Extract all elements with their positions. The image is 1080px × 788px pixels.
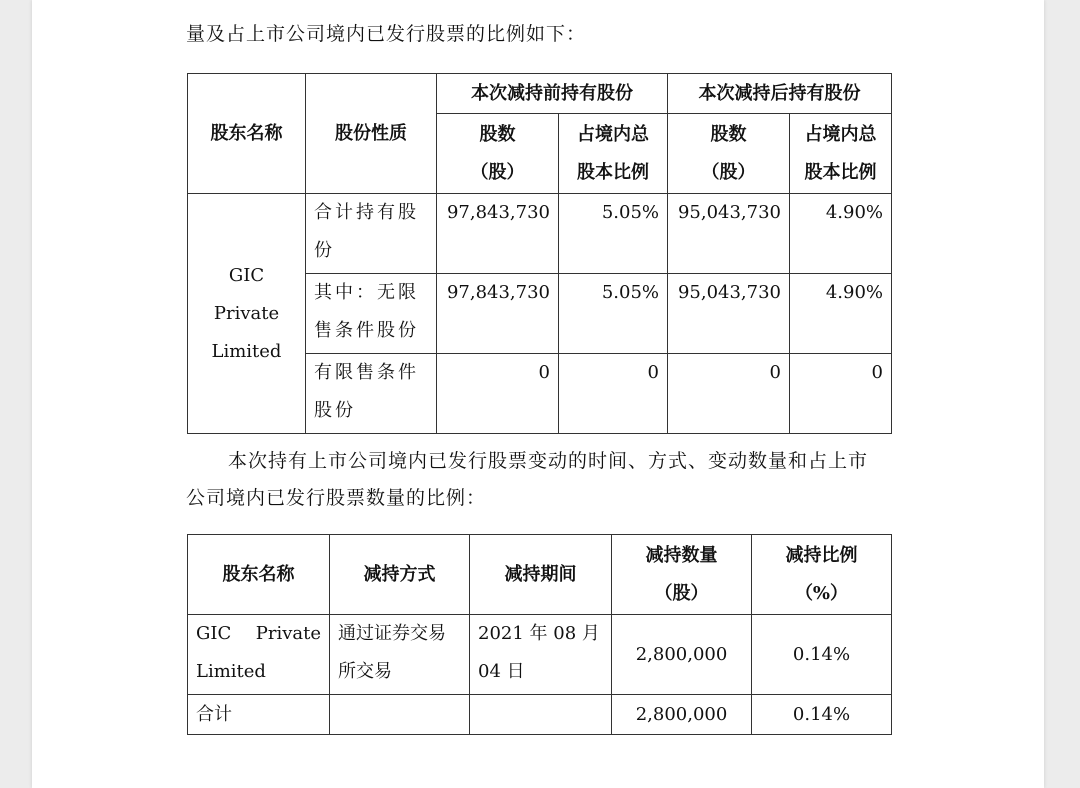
header-before-reduction: 本次减持前持有股份 [437, 74, 668, 114]
header-text: 占境内总 [804, 123, 877, 145]
reduction-period-cell [470, 615, 612, 695]
header-text: （%） [794, 582, 849, 604]
header-after-shares [668, 114, 790, 194]
header-reduction-method: 减持方式 [330, 535, 470, 615]
table-row [188, 695, 892, 735]
table-row [188, 194, 892, 274]
reduction-quantity-cell: 2,800,000 [612, 615, 752, 695]
table-row [188, 615, 892, 695]
cell-text: 售条件股份 [314, 320, 419, 341]
header-shareholder-name: 股东名称 [188, 74, 306, 194]
header-text: 占境内总 [577, 123, 649, 145]
cell-text: GIC [196, 623, 232, 644]
share-nature-cell [306, 354, 437, 434]
shareholder-name-cell [188, 615, 330, 695]
cell-text: 04 日 [478, 661, 525, 682]
header-before-shares [437, 114, 559, 194]
change-description-line2: 公司境内已发行股票数量的比例： [186, 487, 487, 509]
header-text: 减持数量 [645, 544, 718, 566]
header-text: 股本比例 [577, 161, 649, 183]
header-shareholder-name: 股东名称 [188, 535, 330, 615]
header-after-reduction: 本次减持后持有股份 [668, 74, 892, 114]
before-shares-cell: 97,843,730 [437, 274, 559, 354]
empty-cell [470, 695, 612, 735]
after-ratio-cell: 4.90% [790, 194, 892, 274]
cell-text: 合计持有股 [314, 202, 419, 223]
before-ratio-cell: 5.05% [559, 274, 668, 354]
shareholder-name-line2: Limited [196, 661, 266, 682]
reduction-ratio-cell: 0.14% [752, 615, 892, 695]
cell-text: 份 [314, 240, 335, 261]
cell-text: 股份 [314, 400, 356, 421]
before-shares-cell: 0 [437, 354, 559, 434]
total-ratio-cell: 0.14% [752, 695, 892, 735]
header-after-ratio [790, 114, 892, 194]
header-before-ratio [559, 114, 668, 194]
header-share-nature: 股份性质 [306, 74, 437, 194]
after-shares-cell: 0 [668, 354, 790, 434]
before-ratio-cell: 0 [559, 354, 668, 434]
header-text: 股数 [710, 123, 747, 145]
after-shares-cell: 95,043,730 [668, 274, 790, 354]
cell-text: 所交易 [338, 661, 392, 682]
before-ratio-cell: 5.05% [559, 194, 668, 274]
reduction-table [187, 534, 892, 735]
intro-text: 量及占上市公司境内已发行股票的比例如下： [186, 23, 587, 45]
cell-text: Private [255, 623, 321, 644]
header-text: （股） [654, 582, 709, 604]
total-quantity-cell: 2,800,000 [612, 695, 752, 735]
before-shares-cell: 97,843,730 [437, 194, 559, 274]
change-description-line1: 本次持有上市公司境内已发行股票变动的时间、方式、变动数量和占上市 [228, 450, 869, 472]
header-text: 股数 [479, 123, 516, 145]
header-text: （股） [470, 161, 525, 183]
total-label-cell: 合计 [188, 695, 330, 735]
cell-text: 有限售条件 [314, 362, 419, 383]
after-ratio-cell: 0 [790, 354, 892, 434]
cell-text: 2021 年 08 月 [478, 623, 600, 644]
header-text: （股） [701, 161, 756, 183]
header-text: 股本比例 [804, 161, 877, 183]
shareholder-name-line1 [188, 615, 329, 653]
shareholder-name-cell: GIC Private Limited [188, 194, 306, 434]
share-nature-cell [306, 194, 437, 274]
header-reduction-ratio [752, 535, 892, 615]
header-reduction-period: 减持期间 [470, 535, 612, 615]
cell-text: 其中：无限 [314, 282, 419, 303]
header-reduction-quantity [612, 535, 752, 615]
share-nature-cell [306, 274, 437, 354]
after-shares-cell: 95,043,730 [668, 194, 790, 274]
reduction-method-cell [330, 615, 470, 695]
after-ratio-cell: 4.90% [790, 274, 892, 354]
cell-text: 通过证券交易 [338, 623, 446, 644]
header-text: 减持比例 [785, 544, 858, 566]
empty-cell [330, 695, 470, 735]
holdings-table [187, 73, 892, 434]
